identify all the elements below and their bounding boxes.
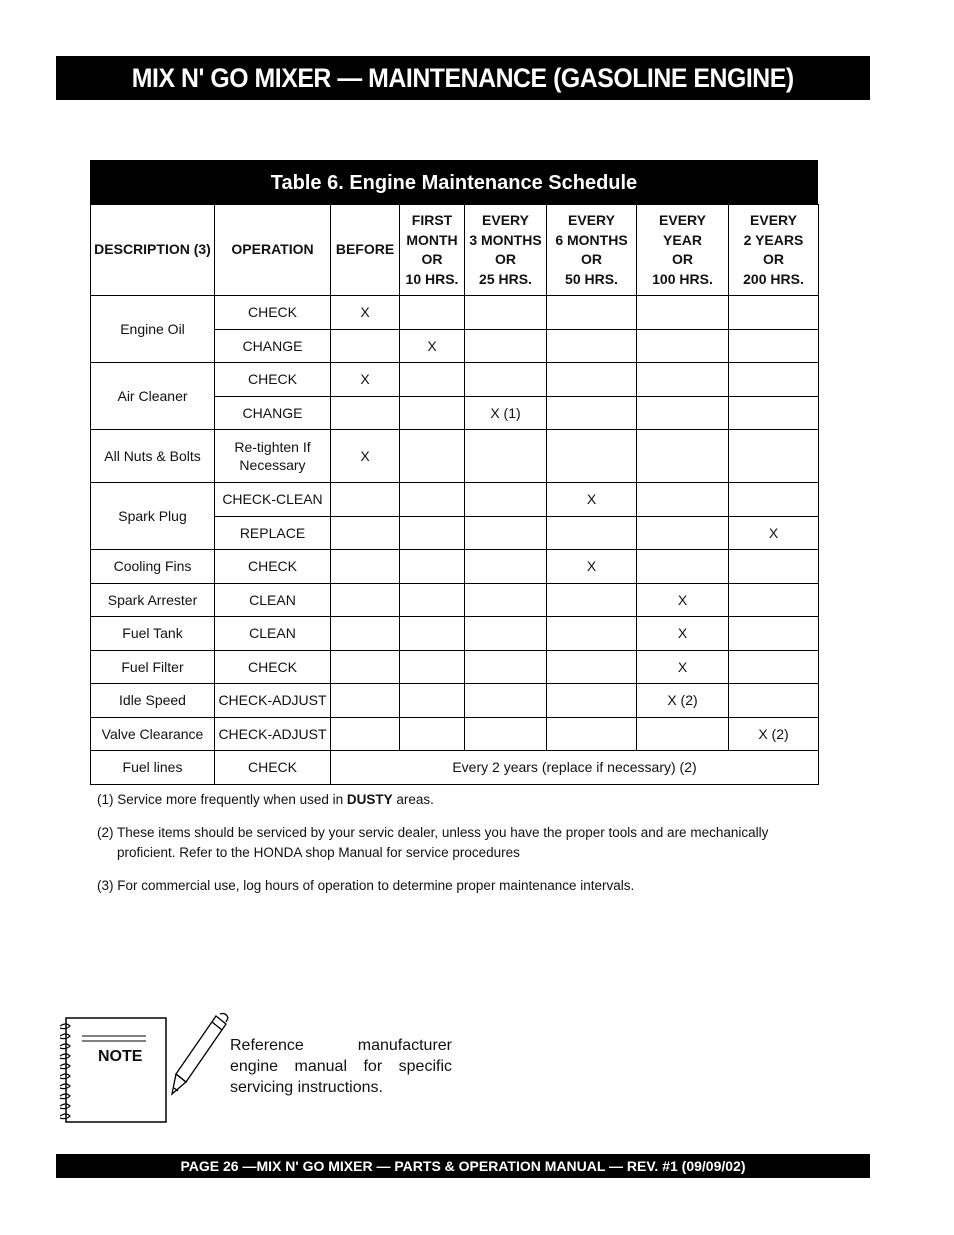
maintenance-table-container [90, 160, 818, 785]
interval-cell [331, 583, 400, 617]
interval-cell [729, 430, 819, 483]
column-header: BEFORE [331, 205, 400, 296]
interval-cell [729, 684, 819, 718]
interval-cell [729, 550, 819, 584]
interval-cell [729, 329, 819, 363]
interval-cell: X [331, 363, 400, 397]
interval-cell [465, 329, 547, 363]
table-row [91, 550, 819, 584]
interval-cell [465, 583, 547, 617]
table-row [91, 363, 819, 397]
row-operation: CHECK [215, 363, 331, 397]
interval-cell [400, 617, 465, 651]
row-description: Air Cleaner [91, 363, 215, 430]
interval-cell [331, 650, 400, 684]
maintenance-schedule-table [90, 204, 819, 785]
interval-cell: X [400, 329, 465, 363]
interval-cell [331, 684, 400, 718]
interval-cell [547, 684, 637, 718]
row-operation: CLEAN [215, 583, 331, 617]
footnote-3: (3) For commercial use, log hours of operation to determine proper maintenance intervals. [97, 878, 635, 893]
interval-cell [400, 650, 465, 684]
row-description: Fuel lines [91, 751, 215, 785]
interval-cell [465, 617, 547, 651]
interval-cell [637, 483, 729, 517]
row-operation: CHECK-ADJUST [215, 717, 331, 751]
interval-cell [465, 430, 547, 483]
interval-cell [547, 617, 637, 651]
interval-cell [331, 717, 400, 751]
interval-cell [637, 717, 729, 751]
interval-cell [465, 650, 547, 684]
column-header: EVERY 2 YEARS OR 200 HRS. [729, 205, 819, 296]
interval-cell [465, 516, 547, 550]
interval-cell [637, 430, 729, 483]
interval-cell [729, 583, 819, 617]
row-description: Idle Speed [91, 684, 215, 718]
footnotes [97, 790, 797, 909]
footnote-1: (1) Service more frequently when used in DUSTY areas. [97, 792, 434, 807]
interval-cell [547, 329, 637, 363]
row-description: Fuel Filter [91, 650, 215, 684]
interval-cell [465, 363, 547, 397]
interval-cell [729, 650, 819, 684]
table-body [91, 296, 819, 785]
row-description: Fuel Tank [91, 617, 215, 651]
page-header [56, 56, 870, 100]
interval-cell: X [637, 650, 729, 684]
row-operation: CHANGE [215, 329, 331, 363]
interval-cell [465, 717, 547, 751]
interval-cell [547, 396, 637, 430]
interval-cell [331, 396, 400, 430]
interval-cell [547, 430, 637, 483]
interval-cell [331, 483, 400, 517]
page-title: MIX N' GO MIXER — MAINTENANCE (GASOLINE ENGINE) [132, 63, 794, 93]
interval-cell [729, 296, 819, 330]
column-header: DESCRIPTION (3) [91, 205, 215, 296]
interval-cell [400, 396, 465, 430]
merged-interval-cell: Every 2 years (replace if necessary) (2) [331, 751, 819, 785]
interval-cell [547, 717, 637, 751]
interval-cell: X (2) [637, 684, 729, 718]
column-header: FIRST MONTH OR 10 HRS. [400, 205, 465, 296]
interval-cell [637, 296, 729, 330]
table-row [91, 751, 819, 785]
table-row [91, 430, 819, 483]
interval-cell: X [331, 430, 400, 483]
interval-cell [637, 363, 729, 397]
interval-cell: X [547, 550, 637, 584]
table-row [91, 650, 819, 684]
row-operation: Re-tighten If Necessary [215, 430, 331, 483]
interval-cell [729, 617, 819, 651]
interval-cell: X [637, 583, 729, 617]
table-caption: Table 6. Engine Maintenance Schedule [90, 160, 818, 204]
page-footer [56, 1154, 870, 1178]
interval-cell [400, 483, 465, 517]
column-header: EVERY YEAR OR 100 HRS. [637, 205, 729, 296]
interval-cell [729, 363, 819, 397]
column-header: EVERY 6 MONTHS OR 50 HRS. [547, 205, 637, 296]
column-header: OPERATION [215, 205, 331, 296]
table-row [91, 296, 819, 330]
interval-cell [400, 684, 465, 718]
note-label: NOTE [98, 1048, 143, 1065]
interval-cell: X [331, 296, 400, 330]
table-row [91, 684, 819, 718]
interval-cell [400, 363, 465, 397]
note-text: Reference manufacturer engine manual for specific servicing instructions. [230, 1037, 452, 1096]
interval-cell [547, 296, 637, 330]
row-description: Spark Arrester [91, 583, 215, 617]
interval-cell [400, 583, 465, 617]
pencil-icon [168, 1012, 232, 1098]
interval-cell [400, 717, 465, 751]
row-operation: CHECK [215, 550, 331, 584]
interval-cell [465, 550, 547, 584]
interval-cell [547, 363, 637, 397]
row-operation: CHECK [215, 751, 331, 785]
interval-cell [547, 516, 637, 550]
interval-cell [400, 550, 465, 584]
row-operation: CHECK [215, 296, 331, 330]
row-operation: CHECK [215, 650, 331, 684]
table-row [91, 717, 819, 751]
interval-cell: X (1) [465, 396, 547, 430]
interval-cell: X [637, 617, 729, 651]
interval-cell [547, 650, 637, 684]
table-row [91, 583, 819, 617]
row-description: Valve Clearance [91, 717, 215, 751]
row-operation: CHECK-CLEAN [215, 483, 331, 517]
interval-cell [465, 296, 547, 330]
table-row [91, 483, 819, 517]
interval-cell [729, 396, 819, 430]
row-description: Cooling Fins [91, 550, 215, 584]
table-row [91, 617, 819, 651]
row-operation: CHECK-ADJUST [215, 684, 331, 718]
interval-cell [547, 583, 637, 617]
interval-cell [400, 516, 465, 550]
table-header-row [91, 205, 819, 296]
interval-cell [400, 430, 465, 483]
row-description: Spark Plug [91, 483, 215, 550]
interval-cell [465, 684, 547, 718]
row-description: Engine Oil [91, 296, 215, 363]
interval-cell [331, 516, 400, 550]
footnote-2: (2) These items should be serviced by your servic dealer, unless you have the proper tools and are mechanically proficient. Refer to the HONDA shop Manual for service procedures [97, 825, 769, 860]
footer-text: PAGE 26 —MIX N' GO MIXER — PARTS & OPERATION MANUAL — REV. #1 (09/09/02) [180, 1158, 746, 1174]
interval-cell [637, 550, 729, 584]
row-operation: REPLACE [215, 516, 331, 550]
interval-cell [400, 296, 465, 330]
interval-cell [331, 550, 400, 584]
interval-cell: X [547, 483, 637, 517]
row-operation: CLEAN [215, 617, 331, 651]
interval-cell [465, 483, 547, 517]
notebook-icon [58, 1016, 168, 1124]
row-operation: CHANGE [215, 396, 331, 430]
interval-cell [637, 516, 729, 550]
interval-cell [637, 396, 729, 430]
row-description: All Nuts & Bolts [91, 430, 215, 483]
interval-cell: X [729, 516, 819, 550]
interval-cell: X (2) [729, 717, 819, 751]
interval-cell [729, 483, 819, 517]
interval-cell [637, 329, 729, 363]
column-header: EVERY 3 MONTHS OR 25 HRS. [465, 205, 547, 296]
interval-cell [331, 617, 400, 651]
interval-cell [331, 329, 400, 363]
